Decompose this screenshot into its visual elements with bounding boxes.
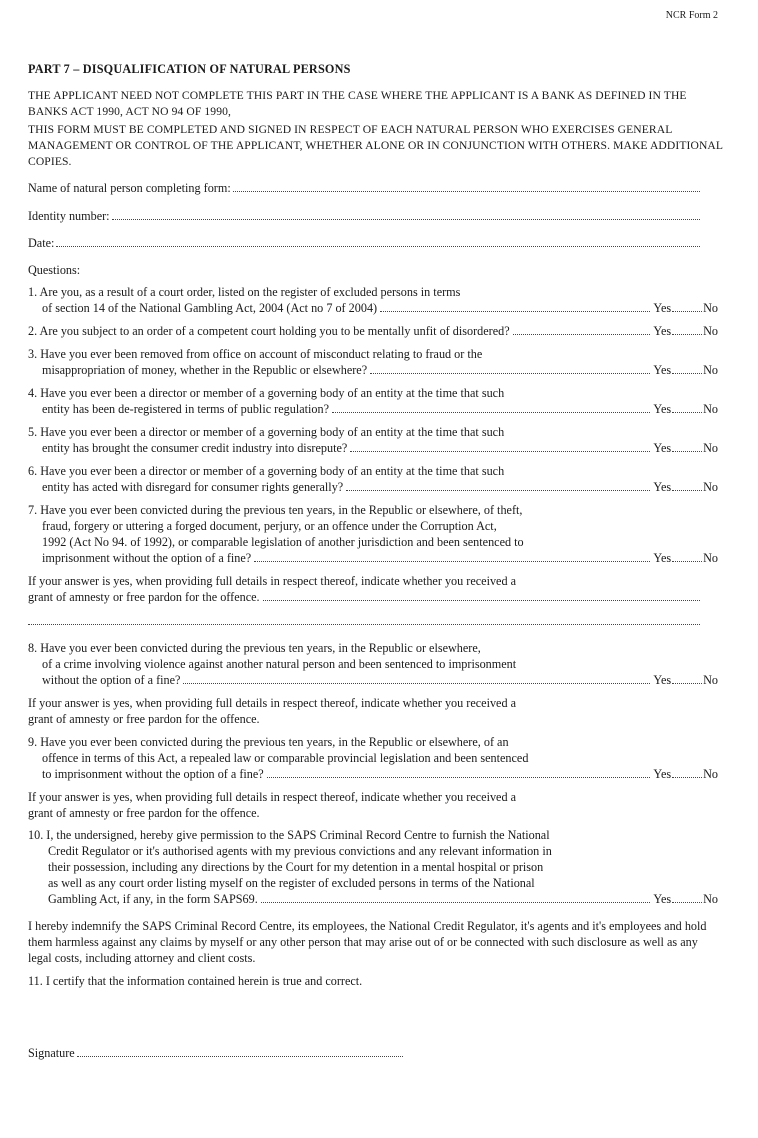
no-option[interactable]: No — [703, 480, 718, 494]
question-text: their possession, including any directions by the Court for my detention in a mental hospital or prison — [48, 860, 544, 874]
question-text: 4. Have you ever been a director or member of a governing body of an entity at the time that such — [28, 386, 505, 400]
yes-option[interactable]: Yes — [653, 551, 672, 565]
question-4 — [28, 385, 718, 417]
no-option[interactable]: No — [703, 402, 718, 416]
question-1 — [28, 284, 718, 316]
question-text: entity has acted with disregard for consumer rights generally? — [42, 480, 344, 494]
name-input[interactable] — [233, 181, 700, 192]
notice-bank-exemption: THE APPLICANT NEED NOT COMPLETE THIS PART IN THE CASE WHERE THE APPLICANT IS A BANK AS DEFINED IN THE BANKS ACT 1990, ACT NO 94 OF 1990, — [28, 89, 687, 118]
question-text: 1992 (Act No 94. of 1992), or comparable legislation of another jurisdiction and been sentenced to — [42, 535, 524, 549]
identity-number-input[interactable] — [112, 209, 700, 220]
question-7 — [28, 502, 718, 566]
question-text: 3. Have you ever been removed from office on account of misconduct relating to fraud or the — [28, 347, 483, 361]
question-8 — [28, 640, 718, 688]
yes-option[interactable]: Yes — [653, 324, 672, 338]
question-9 — [28, 734, 718, 782]
question-text: as well as any court order listing myself on the register of excluded persons in terms of the National — [48, 876, 535, 890]
no-option[interactable]: No — [703, 441, 718, 455]
no-option[interactable]: No — [703, 673, 718, 687]
question-text: of a crime involving violence against another natural person and been sentenced to imprisonment — [42, 657, 517, 671]
signature-label: Signature — [28, 1046, 75, 1060]
amnesty-note-line: grant of amnesty or free pardon for the offence. — [28, 590, 260, 604]
date-field[interactable] — [28, 236, 700, 251]
question-5 — [28, 424, 718, 456]
amnesty-details-line[interactable] — [28, 624, 700, 625]
question-text: 2. Are you subject to an order of a competent court holding you to be mentally unfit of disordered? — [28, 324, 510, 338]
question-text: 9. Have you ever been convicted during the previous ten years, in the Republic or elsewhere, of an — [28, 735, 509, 749]
amnesty-note-q9 — [28, 789, 718, 821]
identity-number-label: Identity number: — [28, 209, 110, 223]
amnesty-note-q8 — [28, 695, 718, 727]
part-title: PART 7 – DISQUALIFICATION OF NATURAL PERSONS — [28, 62, 351, 76]
question-text: entity has brought the consumer credit industry into disrepute? — [42, 441, 348, 455]
date-input[interactable] — [56, 236, 700, 247]
yes-option[interactable]: Yes — [653, 673, 672, 687]
no-option[interactable]: No — [703, 551, 718, 565]
question-text: of section 14 of the National Gambling Act, 2004 (Act no 7 of 2004) — [42, 301, 378, 315]
amnesty-note-line: If your answer is yes, when providing full details in respect thereof, indicate whether you received a — [28, 696, 517, 710]
signature-input[interactable] — [77, 1046, 403, 1057]
amnesty-note-q7 — [28, 573, 718, 605]
question-text: to imprisonment without the option of a fine? — [42, 767, 264, 781]
yes-option[interactable]: Yes — [653, 301, 672, 315]
question-text: 10. I, the undersigned, hereby give permission to the SAPS Criminal Record Centre to furnish the National — [28, 828, 550, 842]
amnesty-note-line: If your answer is yes, when providing full details in respect thereof, indicate whether you received a — [28, 790, 517, 804]
no-option[interactable]: No — [703, 892, 718, 906]
yes-option[interactable]: Yes — [653, 767, 672, 781]
amnesty-note-line: If your answer is yes, when providing full details in respect thereof, indicate whether you received a — [28, 574, 517, 588]
identity-number-field[interactable] — [28, 209, 700, 224]
no-option[interactable]: No — [703, 324, 718, 338]
notice-completion: THIS FORM MUST BE COMPLETED AND SIGNED IN RESPECT OF EACH NATURAL PERSON WHO EXERCISES GENERAL MANAGEMENT OR CONTROL OF THE APPLICANT, WHETHER ALONE OR IN CONJUNCTION WITH OTHERS. MAKE ADDITIONAL COPIES. — [28, 123, 723, 168]
no-option[interactable]: No — [703, 301, 718, 315]
question-text: fraud, forgery or uttering a forged document, perjury, or an offence under the Corruption Act, — [42, 519, 497, 533]
amnesty-note-line: grant of amnesty or free pardon for the offence. — [28, 712, 260, 726]
form-number: NCR Form 2 — [665, 10, 718, 21]
question-text: Credit Regulator or it's authorised agents with my previous convictions and any relevant information in — [48, 844, 552, 858]
questions-label: Questions: — [28, 263, 81, 277]
yes-option[interactable]: Yes — [653, 441, 672, 455]
question-text: offence in terms of this Act, a repealed law or comparable provincial legislation and been sentenced — [42, 751, 529, 765]
yes-option[interactable]: Yes — [653, 892, 672, 906]
question-text: without the option of a fine? — [42, 673, 181, 687]
signature-field[interactable] — [28, 1046, 403, 1061]
certify-statement: 11. I certify that the information contained herein is true and correct. — [28, 974, 363, 988]
question-6 — [28, 463, 718, 495]
yes-option[interactable]: Yes — [653, 363, 672, 377]
question-text: 7. Have you ever been convicted during the previous ten years, in the Republic or elsewhere, of theft, — [28, 503, 523, 517]
question-text: 6. Have you ever been a director or member of a governing body of an entity at the time that such — [28, 464, 505, 478]
question-text: 1. Are you, as a result of a court order, listed on the register of excluded persons in terms — [28, 285, 461, 299]
question-text: 5. Have you ever been a director or member of a governing body of an entity at the time that such — [28, 425, 505, 439]
no-option[interactable]: No — [703, 767, 718, 781]
no-option[interactable]: No — [703, 363, 718, 377]
question-2 — [28, 323, 718, 339]
date-label: Date: — [28, 236, 55, 250]
name-label: Name of natural person completing form: — [28, 181, 231, 195]
amnesty-note-line: grant of amnesty or free pardon for the offence. — [28, 806, 260, 820]
question-10 — [28, 827, 718, 907]
question-3 — [28, 346, 718, 378]
question-text: Gambling Act, if any, in the form SAPS69. — [48, 892, 258, 906]
question-text: 8. Have you ever been convicted during the previous ten years, in the Republic or elsewhere, — [28, 641, 481, 655]
question-text: misappropriation of money, whether in the Republic or elsewhere? — [42, 363, 368, 377]
question-text: entity has been de-registered in terms of public regulation? — [42, 402, 329, 416]
yes-option[interactable]: Yes — [653, 402, 672, 416]
name-field[interactable] — [28, 181, 700, 196]
amnesty-details-input[interactable] — [263, 590, 700, 601]
question-text: imprisonment without the option of a fine? — [42, 551, 252, 565]
indemnity-paragraph: I hereby indemnify the SAPS Criminal Record Centre, its employees, the National Credit Regulator, it's agents and it's employees and hold them harmless against any claims by myself or any other person that may arise out of or be connected with such disclosure as well as any legal costs, including attorney and client costs. — [28, 919, 707, 965]
yes-option[interactable]: Yes — [653, 480, 672, 494]
